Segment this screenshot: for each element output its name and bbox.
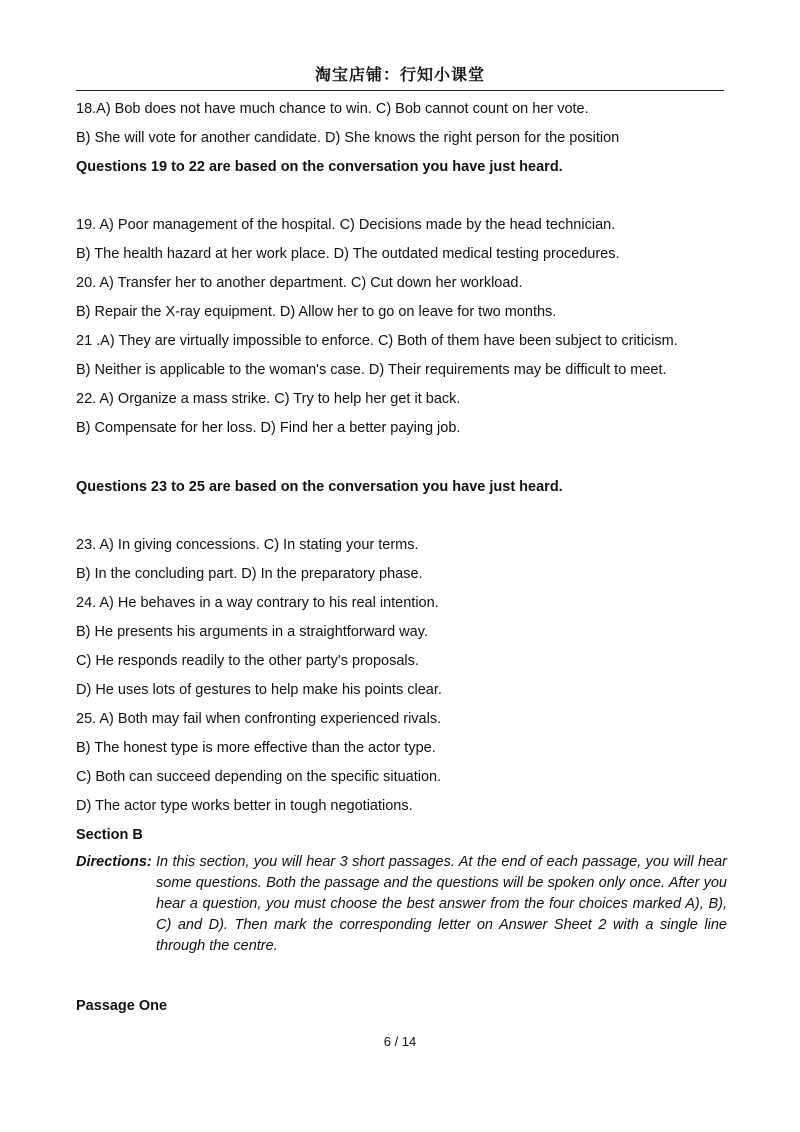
question-24-option-b: B) He presents his arguments in a straightforward way.	[76, 624, 428, 640]
question-24-option-c: C) He responds readily to the other party's proposals.	[76, 653, 419, 669]
question-25-option-c: C) Both can succeed depending on the specific situation.	[76, 769, 442, 785]
question-19-line-1: 19. A) Poor management of the hospital. C) Decisions made by the head technician.	[76, 217, 616, 233]
directions-block	[76, 852, 727, 957]
question-23-line-2: B) In the concluding part. D) In the preparatory phase.	[76, 566, 423, 582]
question-25-option-d: D) The actor type works better in tough negotiations.	[76, 798, 413, 814]
question-24-option-d: D) He uses lots of gestures to help make his points clear.	[76, 682, 442, 698]
question-20-line-1: 20. A) Transfer her to another department. C) Cut down her workload.	[76, 275, 523, 291]
page-header: 淘宝店铺：行知小课堂	[314, 65, 485, 84]
question-24-option-a: 24. A) He behaves in a way contrary to his real intention.	[76, 595, 439, 611]
question-22-line-1: 22. A) Organize a mass strike. C) Try to help her get it back.	[76, 391, 461, 407]
directions-text: In this section, you will hear 3 short passages. At the end of each passage, you will hear some questions. Both the passage and the questions will be spoken only once. After you hear a question, you must choose the best answer from the four choices marked A), B), C) and D). Then mark the corresponding letter on Answer Sheet 2 with a single line through the centre.	[156, 854, 727, 954]
section-heading-19-22: Questions 19 to 22 are based on the conversation you have just heard.	[76, 159, 563, 175]
section-b-heading: Section B	[76, 827, 143, 843]
question-22-line-2: B) Compensate for her loss. D) Find her a better paying job.	[76, 420, 461, 436]
question-23-line-1: 23. A) In giving concessions. C) In stating your terms.	[76, 537, 419, 553]
section-heading-23-25: Questions 23 to 25 are based on the conversation you have just heard.	[76, 479, 563, 495]
question-21-line-1: 21 .A) They are virtually impossible to enforce. C) Both of them have been subject to criticism.	[76, 333, 678, 349]
header-rule	[76, 90, 724, 91]
question-20-line-2: B) Repair the X-ray equipment. D) Allow her to go on leave for two months.	[76, 304, 557, 320]
passage-one-heading: Passage One	[76, 998, 168, 1014]
question-19-line-2: B) The health hazard at her work place. D) The outdated medical testing procedures.	[76, 246, 620, 262]
question-25-option-b: B) The honest type is more effective than the actor type.	[76, 740, 436, 756]
directions-label: Directions:	[76, 854, 152, 870]
question-18-line-2: B) She will vote for another candidate. D) She knows the right person for the position	[76, 130, 620, 146]
question-25-option-a: 25. A) Both may fail when confronting experienced rivals.	[76, 711, 442, 727]
page-number: 6 / 14	[383, 1034, 417, 1049]
question-18-line-1: 18.A) Bob does not have much chance to win. C) Bob cannot count on her vote.	[76, 101, 589, 117]
question-21-line-2: B) Neither is applicable to the woman's case. D) Their requirements may be difficult to meet.	[76, 362, 667, 378]
